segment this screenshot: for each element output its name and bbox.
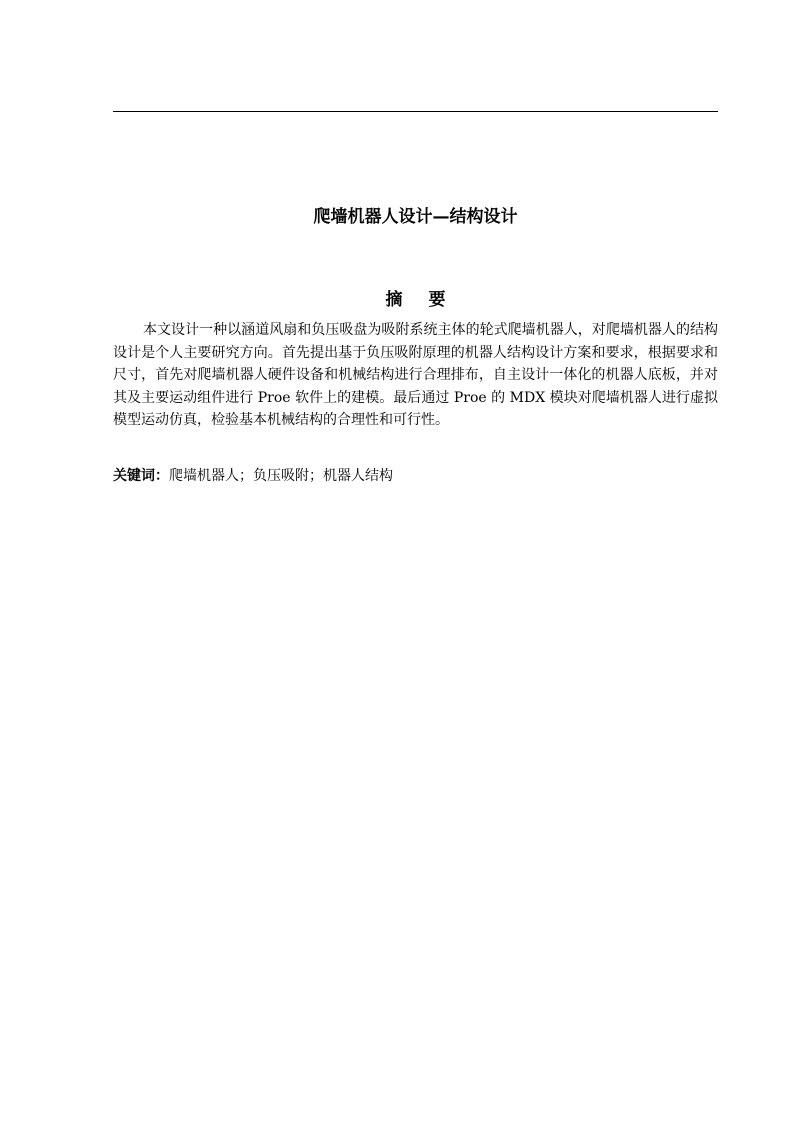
- abstract-heading: 摘 要: [385, 290, 456, 310]
- header-rule: [113, 111, 718, 112]
- document-title: 爬墙机器人设计—结构设计: [313, 207, 518, 227]
- abstract-body: 本文设计一种以涵道风扇和负压吸盘为吸附系统主体的轮式爬墙机器人，对爬墙机器人的结构设计是个人主要研究方向。首先提出基于负压吸附原理的机器人结构设计方案和要求，根据要求和尺寸，首先对爬墙机器人硬件设备和机械结构进行合理排布，自主设计一体化的机器人底板，并对其及主要运动组件进行 Proe 软件上的建模。最后通过 Proe 的 MDX 模块对爬墙机器人进行虚拟模型运动仿真，检验基本机械结构的合理性和可行性。: [113, 322, 718, 428]
- keywords-text: 爬墙机器人；负压吸附；机器人结构: [169, 468, 393, 484]
- keywords-label: 关键词：: [113, 468, 169, 484]
- keywords-line: [113, 465, 718, 488]
